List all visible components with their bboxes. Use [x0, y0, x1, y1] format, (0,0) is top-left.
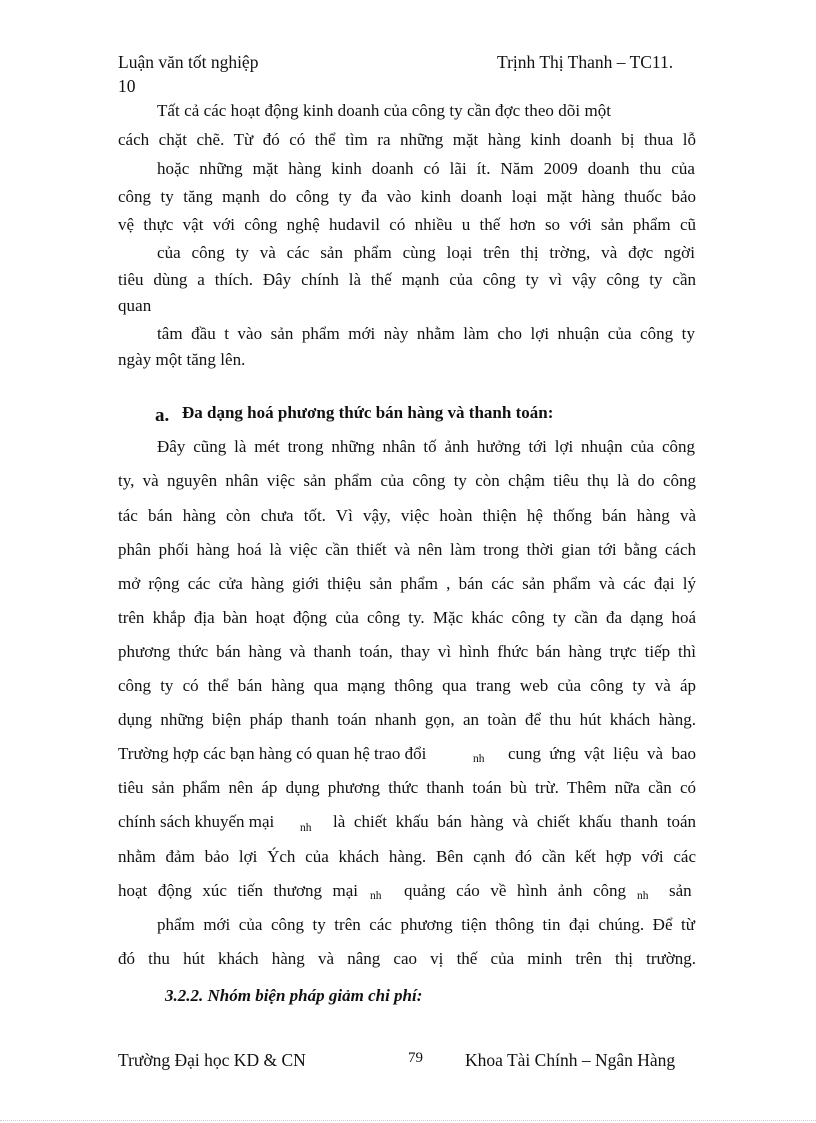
paragraph-line: ngày một tăng lên.: [118, 350, 246, 369]
paragraph-line: phẩm mới của công ty trên các phương tiện thông tin đại chúng. Để từ: [157, 915, 695, 934]
paragraph-line: Tất cả các hoạt động kinh doanh của công ty cần đợc theo dõi một: [157, 101, 612, 120]
paragraph-line: dụng những biện pháp thanh toán nhanh gọn, an toàn để thu hút khách hàng.: [118, 710, 696, 729]
paragraph-line: công ty tăng mạnh do công ty đa vào kinh doanh loại mặt hàng thuốc bảo: [118, 187, 696, 206]
paragraph-line: mở rộng các cửa hàng giới thiệu sản phẩm , bán các sản phẩm và các đại lý: [118, 574, 696, 593]
inline-fragment: nh: [637, 890, 649, 902]
paragraph-line: tâm đầu t vào sản phẩm mới này nhằm làm cho lợi nhuận của công ty: [157, 324, 695, 343]
section-heading: Đa dạng hoá phương thức bán hàng và thanh toán:: [182, 403, 554, 422]
paragraph-line: quan: [118, 296, 152, 315]
paragraph-line: hoặc những mặt hàng kinh doanh có lãi ít. Năm 2009 doanh thu của: [157, 159, 695, 178]
paragraph-line: phương thức bán hàng và thanh toán, thay vì hình fhức bán hàng trực tiếp thì: [118, 642, 696, 661]
paragraph-line: tiêu dùng a thích. Đây chính là thế mạnh của công ty vì vậy công ty cần: [118, 270, 696, 289]
subsection-heading: 3.2.2. Nhóm biện pháp giảm chi phí:: [165, 986, 423, 1005]
footer-right: Khoa Tài Chính – Ngân Hàng: [465, 1050, 676, 1070]
paragraph-line: hoạt động xúc tiến thương mại: [118, 881, 358, 900]
paragraph-line: ty, và nguyên nhân việc sản phẩm của công ty còn chậm tiêu thụ là do công: [118, 471, 696, 490]
paragraph-line: tác bán hàng còn chưa tốt. Vì vậy, việc hoàn thiện hệ thống bán hàng và: [118, 506, 696, 525]
page-edge-divider: [0, 1120, 816, 1121]
paragraph-line: vệ thực vật với công nghệ hudavil có nhiều u thế hơn so với sản phẩm cũ: [118, 215, 696, 234]
paragraph-line: phân phối hàng hoá là việc cần thiết và nên làm trong thời gian tới bằng cách: [118, 540, 696, 559]
inline-fragment: nh: [370, 890, 382, 902]
inline-fragment: nh: [300, 822, 312, 834]
paragraph-line: chính sách khuyến mại: [118, 812, 275, 831]
paragraph-line: cung ứng vật liệu và bao: [508, 744, 696, 763]
paragraph-line: đó thu hút khách hàng và nâng cao vị thế của minh trên thị trường.: [118, 949, 696, 968]
paragraph-line: sản: [669, 881, 692, 900]
section-number: a.: [155, 405, 170, 426]
header-continuation: 10: [118, 76, 136, 96]
paragraph-line: Đây cũng là mét trong những nhân tố ảnh hưởng tới lợi nhuận của công: [157, 437, 695, 456]
inline-fragment: nh: [473, 753, 485, 765]
paragraph-line: quảng cáo về hình ảnh công: [404, 881, 626, 900]
paragraph-line: công ty có thể bán hàng qua mạng thông qua trang web của công ty và áp: [118, 676, 696, 695]
paragraph-line: là chiết khấu bán hàng và chiết khấu thanh toán: [333, 812, 696, 831]
paragraph-line: của công ty và các sản phẩm cùng loại trên thị trờng, và đợc ngời: [157, 243, 695, 262]
header-right: Trịnh Thị Thanh – TC11.: [497, 52, 674, 72]
paragraph-line: cách chặt chẽ. Từ đó có thể tìm ra những mặt hàng kinh doanh bị thua lỗ: [118, 130, 696, 149]
paragraph-line: Trường hợp các bạn hàng có quan hệ trao đổi: [118, 744, 427, 763]
header-left: Luận văn tốt nghiệp: [118, 52, 259, 72]
page-number: 79: [408, 1050, 423, 1066]
paragraph-line: trên khắp địa bàn hoạt động của công ty. Mặc khác công ty cần đa dạng hoá: [118, 608, 696, 627]
paragraph-line: nhằm đảm bảo lợi Ých của khách hàng. Bên cạnh đó cần kết hợp với các: [118, 847, 696, 866]
paragraph-line: tiêu sản phẩm nên áp dụng phương thức thanh toán bù trừ. Thêm nữa cần có: [118, 778, 696, 797]
footer-left: Trường Đại học KD & CN: [118, 1050, 306, 1070]
